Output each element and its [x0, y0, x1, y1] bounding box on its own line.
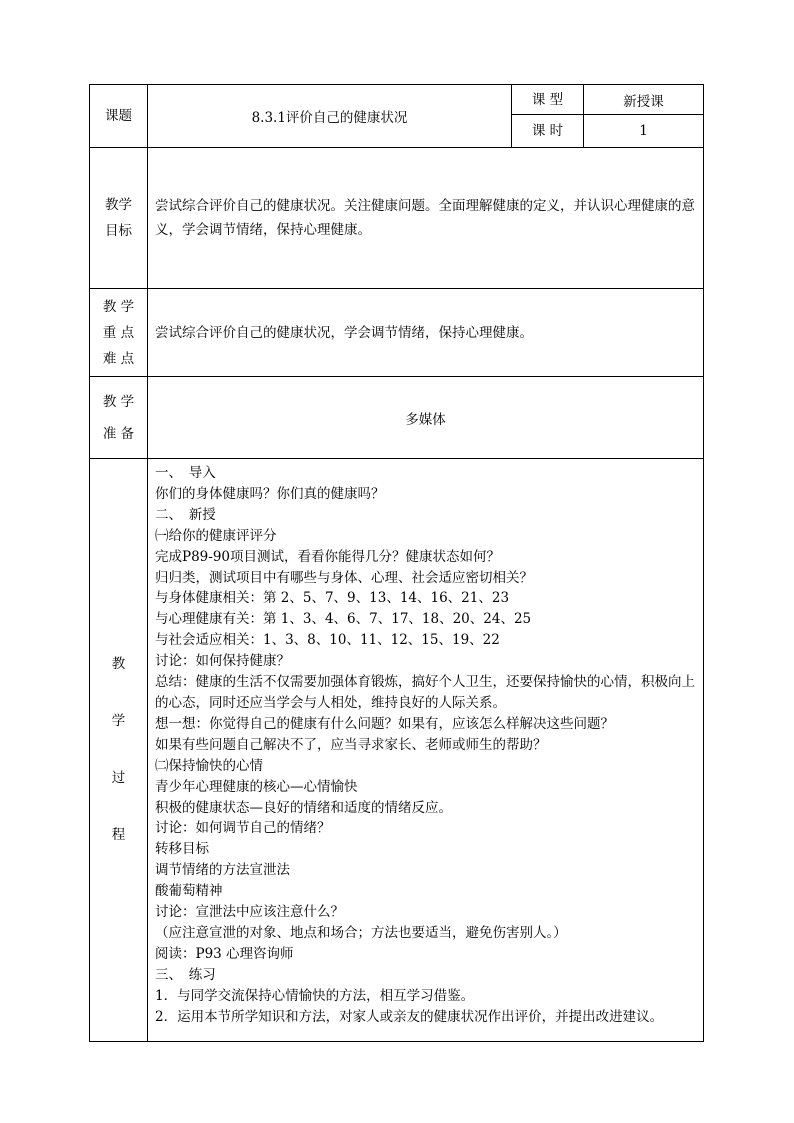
process-line: 讨论：宣泄法中应该注意什么？ [155, 904, 344, 921]
process-line: 与身体健康相关：第 2、5、7、9、13、14、16、21、23 [155, 590, 510, 607]
process-label-char: 学 [111, 713, 126, 729]
process-line: 想一想：你觉得自己的健康有什么问题？如果有，应该怎么样解决这些问题？ [155, 715, 614, 732]
process-label-char: 过 [111, 770, 126, 786]
process-label-char: 程 [111, 827, 126, 843]
process-line: 归归类，测试项目中有哪些与身体、心理、社会适应密切相关？ [155, 569, 533, 586]
process-line: 与心理健康有关：第 1、3、4、6、7、17、18、20、24、25 [155, 611, 532, 628]
process-line: （应注意宣泄的对象、地点和场合；方法也要适当，避免伤害别人。） [155, 924, 567, 941]
process-line: 积极的健康状态—良好的情绪和适度的情绪反应。 [155, 799, 452, 816]
lesson-type-value: 新授课 [584, 85, 704, 115]
key-points-label-line: 重 点 [102, 324, 135, 341]
preparation-text: 多媒体 [148, 377, 704, 459]
key-points-label-line: 教 学 [102, 298, 135, 315]
preparation-label-line: 准 备 [102, 425, 135, 442]
process-line: 与社会适应相关：1、3、8、10、11、12、15、19、22 [155, 632, 500, 649]
process-line: 三、 练习 [155, 966, 216, 983]
key-points-label [90, 289, 148, 377]
lesson-topic: 8.3.1评价自己的健康状况 [148, 85, 512, 148]
topic-label: 课题 [90, 85, 148, 148]
process-line: 调节情绪的方法宣泄法 [155, 862, 290, 879]
process-line: 青少年心理健康的核心—心情愉快 [155, 778, 358, 795]
lesson-hours-value: 1 [584, 115, 704, 148]
lesson-type-label: 课 型 [512, 85, 584, 115]
process-line: 阅读：P93 心理咨询师 [155, 945, 294, 962]
process-line: 讨论：如何调节自己的情绪？ [155, 820, 331, 837]
process-line: ㈡保持愉快的心情 [155, 757, 263, 774]
key-points-label-line: 难 点 [102, 350, 135, 367]
process-label [90, 459, 148, 1042]
goals-label-line: 目标 [105, 223, 132, 239]
process-label-char: 教 [111, 656, 126, 672]
process-line: 总结：健康的生活不仅需要加强体育锻炼，搞好个人卫生，还要保持愉快的心情，积极向上的心态，同时还应当学会与人相处，维持良好的人际关系。 [155, 674, 695, 711]
goals-label [90, 148, 148, 289]
lesson-plan-table [89, 84, 704, 1042]
process-line: 转移目标 [155, 841, 209, 858]
process-line: 酸葡萄精神 [155, 883, 223, 900]
goals-text: 尝试综合评价自己的健康状况。关注健康问题。全面理解健康的定义，并认识心理健康的意义，学会调节情绪，保持心理健康。 [148, 148, 704, 289]
goals-label-line: 教学 [105, 197, 132, 213]
process-line: ㈠给你的健康评评分 [155, 527, 277, 544]
process-line: 二、 新授 [155, 506, 216, 523]
preparation-label [90, 377, 148, 459]
process-line: 完成P89-90项目测试，看看你能得几分？健康状态如何？ [155, 548, 501, 565]
process-line: 你们的身体健康吗？你们真的健康吗？ [155, 485, 385, 502]
preparation-label-line: 教 学 [102, 393, 135, 410]
lesson-hours-label: 课 时 [512, 115, 584, 148]
process-line: 一、 导入 [155, 465, 216, 481]
process-line: 如果有些问题自己解决不了，应当寻求家长、老师或师生的帮助？ [155, 736, 547, 753]
key-points-text: 尝试综合评价自己的健康状况，学会调节情绪，保持心理健康。 [148, 289, 704, 377]
process-line: 1．与同学交流保持心情愉快的方法，相互学习借鉴。 [155, 987, 475, 1004]
process-content [148, 459, 704, 1042]
process-line: 讨论：如何保持健康？ [155, 653, 290, 670]
process-line: 2．运用本节所学知识和方法，对家人或亲友的健康状况作出评价，并提出改进建议。 [155, 1008, 664, 1025]
